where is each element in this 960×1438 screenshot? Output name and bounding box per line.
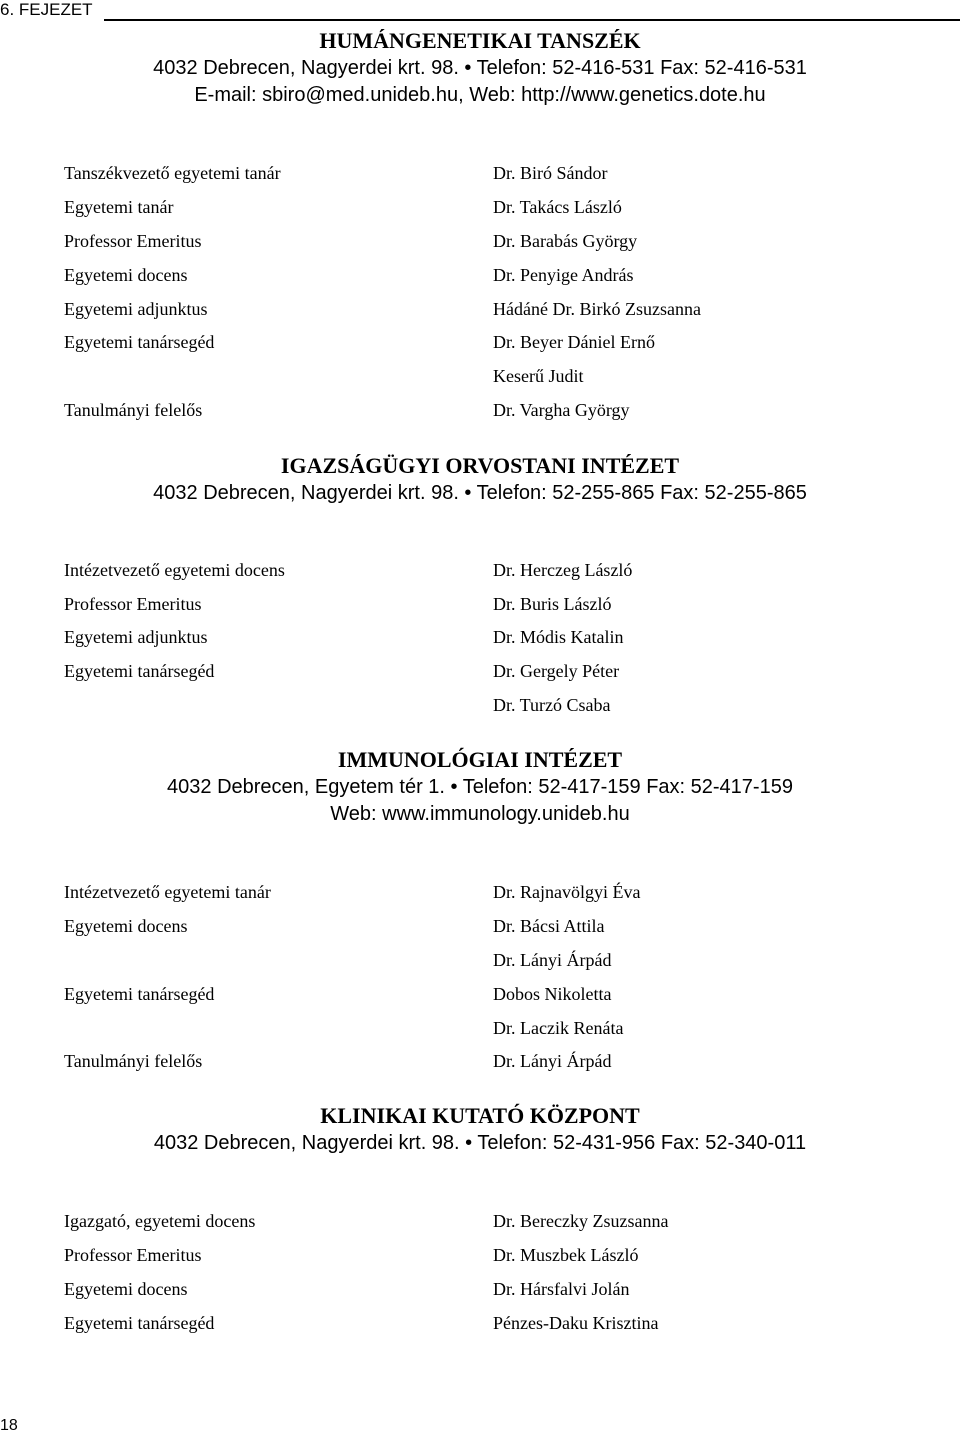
staff-name: Dr. Bereczky Zsuzsanna (493, 1211, 669, 1231)
page-number: 18 (0, 1417, 18, 1434)
contact-line: 4032 Debrecen, Nagyerdei krt. 98. • Telefon: 52-416-531 Fax: 52-416-531 (153, 57, 807, 79)
staff-row (64, 226, 638, 256)
section-header-igazsagugyi (0, 452, 960, 507)
staff-row (64, 622, 624, 652)
staff-name: Dr. Rajnavölgyi Éva (493, 882, 641, 902)
section-title: IGAZSÁGÜGYI ORVOSTANI INTÉZET (280, 453, 680, 478)
staff-name: Dobos Nikoletta (493, 984, 612, 1004)
staff-role: Professor Emeritus (64, 594, 202, 614)
staff-role: Egyetemi docens (64, 1279, 188, 1299)
section-title: KLINIKAI KUTATÓ KÖZPONT (320, 1103, 640, 1128)
staff-role: Tanulmányi felelős (64, 400, 203, 420)
section-header-klinikai (0, 1102, 960, 1157)
staff-name: Dr. Laczik Renáta (493, 1018, 624, 1038)
staff-role: Egyetemi docens (64, 916, 188, 936)
staff-name: Dr. Biró Sándor (493, 163, 608, 183)
contact-line: 4032 Debrecen, Egyetem tér 1. • Telefon: 52-417-159 Fax: 52-417-159 (167, 776, 793, 798)
contact-line: 4032 Debrecen, Nagyerdei krt. 98. • Telefon: 52-255-865 Fax: 52-255-865 (153, 482, 807, 504)
staff-role: Egyetemi adjunktus (64, 627, 208, 647)
staff-row (64, 877, 641, 907)
staff-name: Dr. Gergely Péter (493, 661, 620, 681)
staff-row (64, 555, 633, 585)
staff-name: Dr. Penyige András (493, 265, 634, 285)
staff-row (64, 294, 701, 324)
staff-name: Dr. Herczeg László (493, 560, 633, 580)
staff-row (64, 1308, 659, 1338)
staff-role: Tanszékvezető egyetemi tanár (64, 163, 281, 183)
header-rule (104, 19, 960, 21)
staff-row (64, 192, 622, 222)
staff-name: Dr. Buris László (493, 594, 612, 614)
staff-role: Egyetemi tanársegéd (64, 984, 215, 1004)
staff-name: Pénzes-Daku Krisztina (493, 1313, 659, 1333)
staff-row (64, 1274, 630, 1304)
staff-role: Intézetvezető egyetemi docens (64, 560, 285, 580)
staff-name: Dr. Hársfalvi Jolán (493, 1279, 630, 1299)
staff-role: Egyetemi docens (64, 265, 188, 285)
staff-name: Dr. Lányi Árpád (493, 950, 612, 970)
staff-row (64, 656, 620, 686)
section-title: IMMUNOLÓGIAI INTÉZET (337, 747, 623, 772)
contact-line: 4032 Debrecen, Nagyerdei krt. 98. • Telefon: 52-431-956 Fax: 52-340-011 (153, 1132, 807, 1154)
staff-role: Egyetemi tanársegéd (64, 1313, 215, 1333)
staff-name: Keserű Judit (493, 366, 584, 386)
staff-row (64, 589, 612, 619)
staff-role: Egyetemi tanár (64, 197, 174, 217)
section-header-humangenetika (0, 27, 960, 109)
staff-name: Dr. Bácsi Attila (493, 916, 605, 936)
staff-name: Dr. Takács László (493, 197, 622, 217)
staff-row (64, 1240, 639, 1270)
staff-row (64, 260, 634, 290)
staff-row (64, 1046, 612, 1076)
section-header-immunologia (0, 746, 960, 828)
staff-name: Dr. Turzó Csaba (493, 695, 611, 715)
staff-role: Egyetemi tanársegéd (64, 332, 215, 352)
staff-row (64, 158, 608, 188)
contact-line: E-mail: sbiro@med.unideb.hu, Web: http://www.genetics.dote.hu (194, 84, 766, 106)
staff-name: Dr. Barabás György (493, 231, 638, 251)
staff-role: Professor Emeritus (64, 231, 202, 251)
staff-role: Intézetvezető egyetemi tanár (64, 882, 271, 902)
staff-row (64, 979, 612, 1009)
staff-row (64, 327, 655, 357)
staff-role: Tanulmányi felelős (64, 1051, 203, 1071)
section-title: HUMÁNGENETIKAI TANSZÉK (319, 28, 641, 53)
staff-role: Igazgató, egyetemi docens (64, 1211, 256, 1231)
staff-name: Dr. Módis Katalin (493, 627, 624, 647)
staff-name: Dr. Lányi Árpád (493, 1051, 612, 1071)
staff-name: Hádáné Dr. Birkó Zsuzsanna (493, 299, 701, 319)
staff-name: Dr. Vargha György (493, 400, 630, 420)
staff-row (64, 1206, 669, 1236)
chapter-label: 6. FEJEZET (0, 0, 93, 19)
staff-name: Dr. Muszbek László (493, 1245, 639, 1265)
staff-role: Egyetemi tanársegéd (64, 661, 215, 681)
staff-role: Egyetemi adjunktus (64, 299, 208, 319)
contact-line: Web: www.immunology.unideb.hu (330, 803, 630, 825)
staff-name: Dr. Beyer Dániel Ernő (493, 332, 655, 352)
staff-row (64, 911, 605, 941)
staff-row (64, 395, 630, 425)
staff-role: Professor Emeritus (64, 1245, 202, 1265)
